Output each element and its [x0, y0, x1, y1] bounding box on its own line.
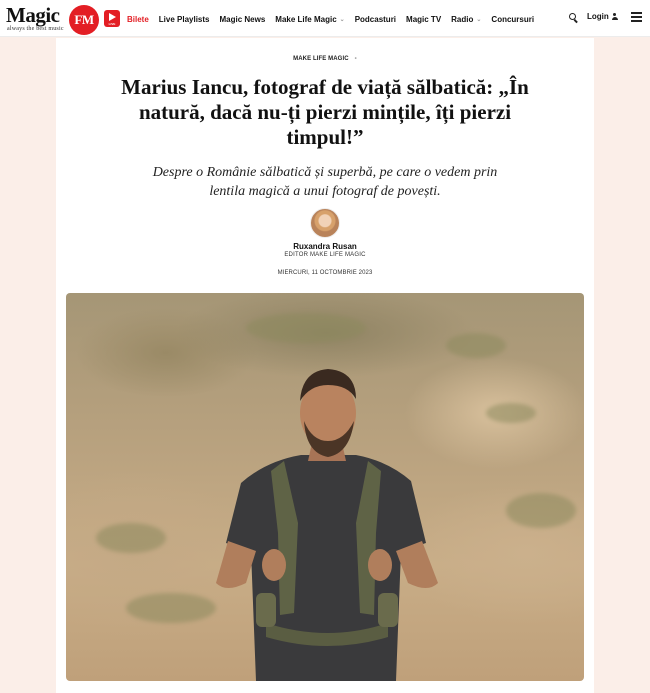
article-title: Marius Iancu, fotograf de viață sălbatică: „În natură, dacă nu-ți pierzi mințile, îți pierzi timpul!”	[121, 75, 529, 149]
article-subtitle: Despre o Românie sălbatică și superbă, pe care o vedem prin lentila magică a unui fotograf de povești.	[152, 165, 498, 199]
article-date: MIERCURI, 11 OCTOMBRIE 2023	[277, 270, 373, 276]
nav-label: Concursuri	[491, 14, 535, 24]
author-name[interactable]: Ruxandra Rusan	[293, 242, 357, 251]
nav-label: Live Playlists	[158, 14, 210, 24]
author-role: EDITOR MAKE LIFE MAGIC	[284, 252, 366, 258]
nav-label: Podcasturi	[354, 14, 397, 24]
live-label: LIVE	[108, 22, 116, 26]
live-play-icon	[109, 13, 116, 21]
nav-item-concursuri[interactable]	[491, 15, 534, 24]
author-avatar[interactable]	[310, 208, 340, 238]
photographer-figure	[66, 293, 584, 681]
nav-label: Radio	[451, 14, 474, 24]
main-nav	[127, 12, 544, 26]
logo-wordmark: Magic	[6, 3, 60, 27]
chevron-down-icon: ⌄	[476, 16, 482, 23]
user-icon	[612, 13, 618, 20]
search-icon[interactable]	[569, 13, 579, 23]
nav-label: Magic TV	[406, 14, 442, 24]
live-play-button[interactable]	[104, 10, 120, 27]
nav-item-podcasturi[interactable]	[355, 15, 396, 24]
login-button[interactable]	[587, 12, 618, 21]
chevron-down-icon: ⌄	[339, 16, 345, 23]
logo-badge: FM	[69, 5, 99, 35]
logo-tagline: always the best music	[7, 26, 64, 32]
nav-item-live-playlists[interactable]	[159, 15, 210, 24]
nav-label: Make Life Magic	[275, 14, 337, 24]
nav-item-magic-tv[interactable]	[406, 15, 441, 24]
nav-item-bilete[interactable]	[127, 15, 149, 24]
login-label: Login	[587, 12, 609, 21]
site-header	[0, 0, 650, 37]
nav-item-make-life-magic[interactable]	[275, 15, 344, 24]
nav-item-magic-news[interactable]	[220, 15, 266, 24]
nav-item-radio[interactable]	[451, 15, 481, 24]
menu-icon[interactable]	[631, 12, 642, 22]
nav-label: Magic News	[219, 14, 266, 24]
nav-label: Bilete	[127, 14, 149, 24]
hero-photo	[66, 293, 584, 681]
article-card	[56, 38, 594, 693]
chevron-down-icon: •	[354, 56, 357, 62]
category-label: MAKE LIFE MAGIC	[293, 56, 349, 62]
article-category[interactable]	[56, 56, 594, 62]
